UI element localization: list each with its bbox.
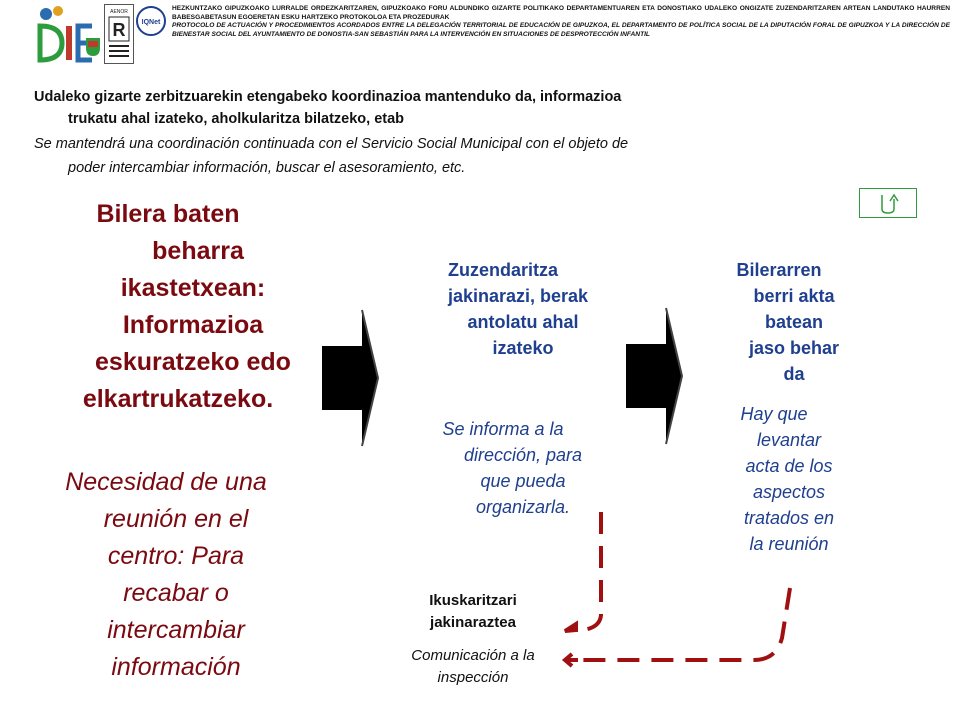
bottom-spanish-text (380, 645, 566, 689)
mid-eu-line: antolatu ahal (467, 312, 579, 332)
intro-eu-line2: trukatu ahal izateko, aholkularitza bilatzeko, etab (68, 111, 405, 127)
left-es-line: intercambiar (107, 616, 245, 644)
right-es-line: Hay que (740, 404, 808, 424)
bottom-es-line: inspección (437, 669, 509, 686)
mid-es-line: Se informa a la (442, 419, 564, 439)
bottom-basque-text (393, 590, 553, 634)
intro-es-line1: Se mantendrá una coordinación continuada con el Servicio Social Municipal con el objeto de (34, 136, 629, 152)
mid-eu-line: Zuzendaritza (447, 260, 558, 280)
dashed-arrow-middle (582, 512, 601, 630)
left-eu-line: Informazioa (122, 311, 264, 339)
dashed-arrow-right (582, 588, 790, 660)
svg-text:R: R (112, 20, 126, 40)
left-es-line: centro: Para (107, 542, 245, 570)
arrowhead-icon (565, 654, 578, 666)
intro-es-line2: poder intercambiar información, buscar el asesoramiento, etc. (68, 160, 466, 176)
aenor-label: AENOR (110, 9, 128, 15)
mid-es-line: que pueda (480, 471, 566, 491)
header-line-eu: HEZKUNTZAKO GIPUZKOAKO LURRALDE ORDEZKARITZAREN, GIPUZKOAKO FORU ALDUNDIKO GIZARTE POLITIKAKO DEPARTAMENTUAREN ETA DONOSTIAKO UDALEKO ONGIZATE ZUZENDARITZAREN ARTEAN LANDUTAKO HAURREN BABESGABETASUN EGOERETAN ESKU HARTZEKO PROTOKOLOA ETA PROZEDURAK (172, 5, 950, 21)
mid-es-line: organizarla. (475, 497, 571, 517)
left-eu-line: Bilera baten (96, 200, 240, 228)
right-eu-line: da (783, 364, 805, 384)
bottom-eu-line: Ikuskaritzari (429, 592, 517, 609)
right-eu-line: jaso behar (748, 338, 840, 358)
left-es-line: reunión en el (103, 505, 249, 533)
right-es-line: tratados en (743, 508, 835, 528)
mid-eu-line: jakinarazi, berak (447, 286, 589, 306)
left-es-line: recabar o (123, 579, 229, 607)
mid-eu-line: izateko (492, 338, 554, 358)
left-es-line: información (111, 653, 241, 681)
right-es-line: acta de los (745, 456, 833, 476)
left-eu-line: eskuratzeko edo (95, 348, 291, 376)
arrowhead-icon (565, 624, 576, 631)
iqnet-label: IQNet (141, 19, 161, 26)
left-es-line: Necesidad de una (65, 468, 267, 496)
right-es-line: aspectos (752, 482, 826, 502)
bottom-eu-line: jakinaraztea (430, 614, 516, 631)
intro-eu-line1: Udaleko gizarte zerbitzuarekin etengabeko koordinazioa mantenduko da, informazioa (34, 89, 622, 105)
right-eu-line: Bilerarren (736, 260, 822, 280)
header-line-es: PROTOCOLO DE ACTUACIÓN Y PROCEDIMIENTOS ACORDADOS ENTRE LA DELEGACIÓN TERRITORIAL DE EDUCACIÓN DE GIPUZKOA, EL DEPARTAMENTO DE POLÍTICA SOCIAL DE LA DIPUTACIÓN FORAL DE GIPUZKOA Y LA DIRECCIÓN DE BIENESTAR SOCIAL DEL AYUNTAMIENTO DE DONOSTIA-SAN SEBASTIÁN PARA LA INTERVENCIÓN EN SITUACIONES DE DESPROTECCIÓN INFANTIL (172, 22, 950, 38)
right-es-line: levantar (756, 430, 822, 450)
mid-es-line: dirección, para (463, 445, 583, 465)
bottom-es-line: Comunicación a la (411, 647, 535, 664)
right-eu-line: berri akta (753, 286, 835, 306)
right-eu-line: batean (764, 312, 824, 332)
left-eu-line: ikastetxean: (120, 274, 266, 302)
right-es-line: la reunión (749, 534, 829, 554)
left-eu-line: beharra (152, 237, 244, 265)
left-eu-line: elkartrukatzeko. (82, 385, 274, 413)
